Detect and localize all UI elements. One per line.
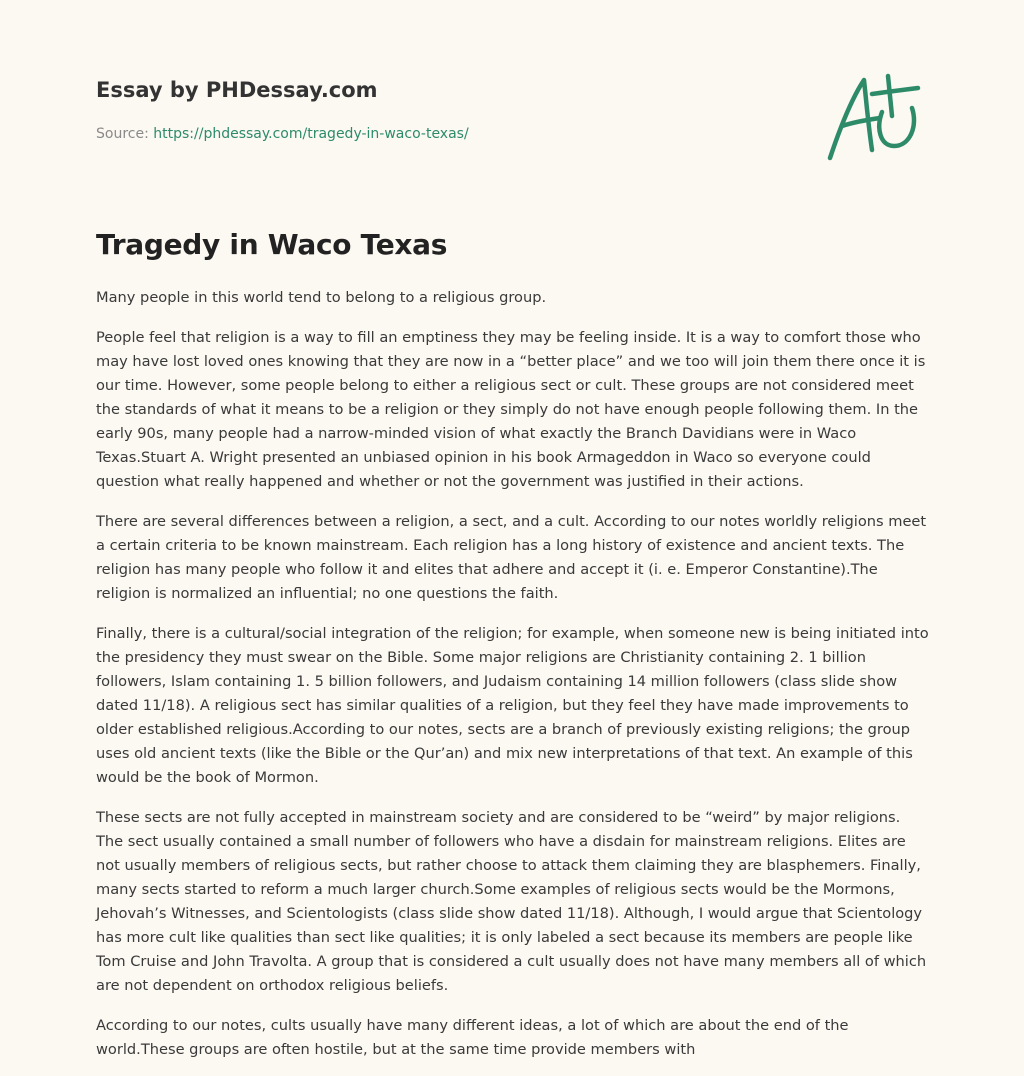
article-paragraph-5: These sects are not fully accepted in mainstream society and are considered to be “weird” by major religions. The sect usually contained a small number of followers who have a disdain for mainstream religions. Elites are not usually members of religious sects, but rather choose to attack them claiming they are blasphemers. Finally, many sects started to reform a much larger church.Some examples of religious sects would be the Mormons, Jehovah’s Witnesses, and Scientologists (class slide show dated 11/18). Although, I would argue that Scientology has more cult like qualities than sect like qualities; it is only labeled a sect because its members are people like Tom Cruise and John Travolta. A group that is considered a cult usually does not have many members all of which are not dependent on orthodox religious beliefs. — [96, 809, 927, 994]
page-header — [96, 76, 796, 144]
article-title: Tragedy in Waco Texas — [96, 228, 448, 261]
a-plus-logo-icon — [820, 68, 930, 164]
source-line — [96, 124, 796, 144]
article-content — [96, 226, 932, 1076]
source-label: Source: — [96, 126, 154, 142]
article-paragraph-6: According to our notes, cults usually have many different ideas, a lot of which are about the end of the world.These groups are often hostile, but at the same time provide members with — [96, 1017, 849, 1058]
source-link[interactable]: https://phdessay.com/tragedy-in-waco-texas/ — [153, 126, 469, 142]
site-brand: Essay by PHDessay.com — [96, 78, 378, 102]
article-paragraph-1: Many people in this world tend to belong to a religious group. — [96, 289, 547, 306]
article-paragraph-2: People feel that religion is a way to fill an emptiness they may be feeling inside. It is a way to comfort those who may have lost loved ones knowing that they are now in a “better place” and we too will join them there once it is our time. However, some people belong to either a religious sect or cult. These groups are not considered meet the standards of what it means to be a religion or they simply do not have enough people following them. In the early 90s, many people had a narrow-minded vision of what exactly the Branch Davidians were in Waco Texas.Stuart A. Wright presented an unbiased opinion in his book Armageddon in Waco so everyone could question what really happened and whether or not the government was justified in their actions. — [96, 329, 926, 490]
article-paragraph-4: Finally, there is a cultural/social integration of the religion; for example, when someone new is being initiated into the presidency they must swear on the Bible. Some major religions are Christianity containing 2. 1 billion followers, Islam containing 1. 5 billion followers, and Judaism containing 14 million followers (class slide show dated 11/18). A religious sect has similar qualities of a religion, but they feel they have made improvements to older established religious.According to our notes, sects are a branch of previously existing religions; the group uses old ancient texts (like the Bible or the Qur’an) and mix new interpretations of that text. An example of this would be the book of Mormon. — [96, 625, 929, 786]
article-paragraph-3: There are several differences between a religion, a sect, and a cult. According to our notes worldly religions meet a certain criteria to be known mainstream. Each religion has a long history of existence and ancient texts. The religion has many people who follow it and elites that adhere and accept it (i. e. Emperor Constantine).The religion is normalized an influential; no one questions the faith. — [96, 513, 927, 602]
